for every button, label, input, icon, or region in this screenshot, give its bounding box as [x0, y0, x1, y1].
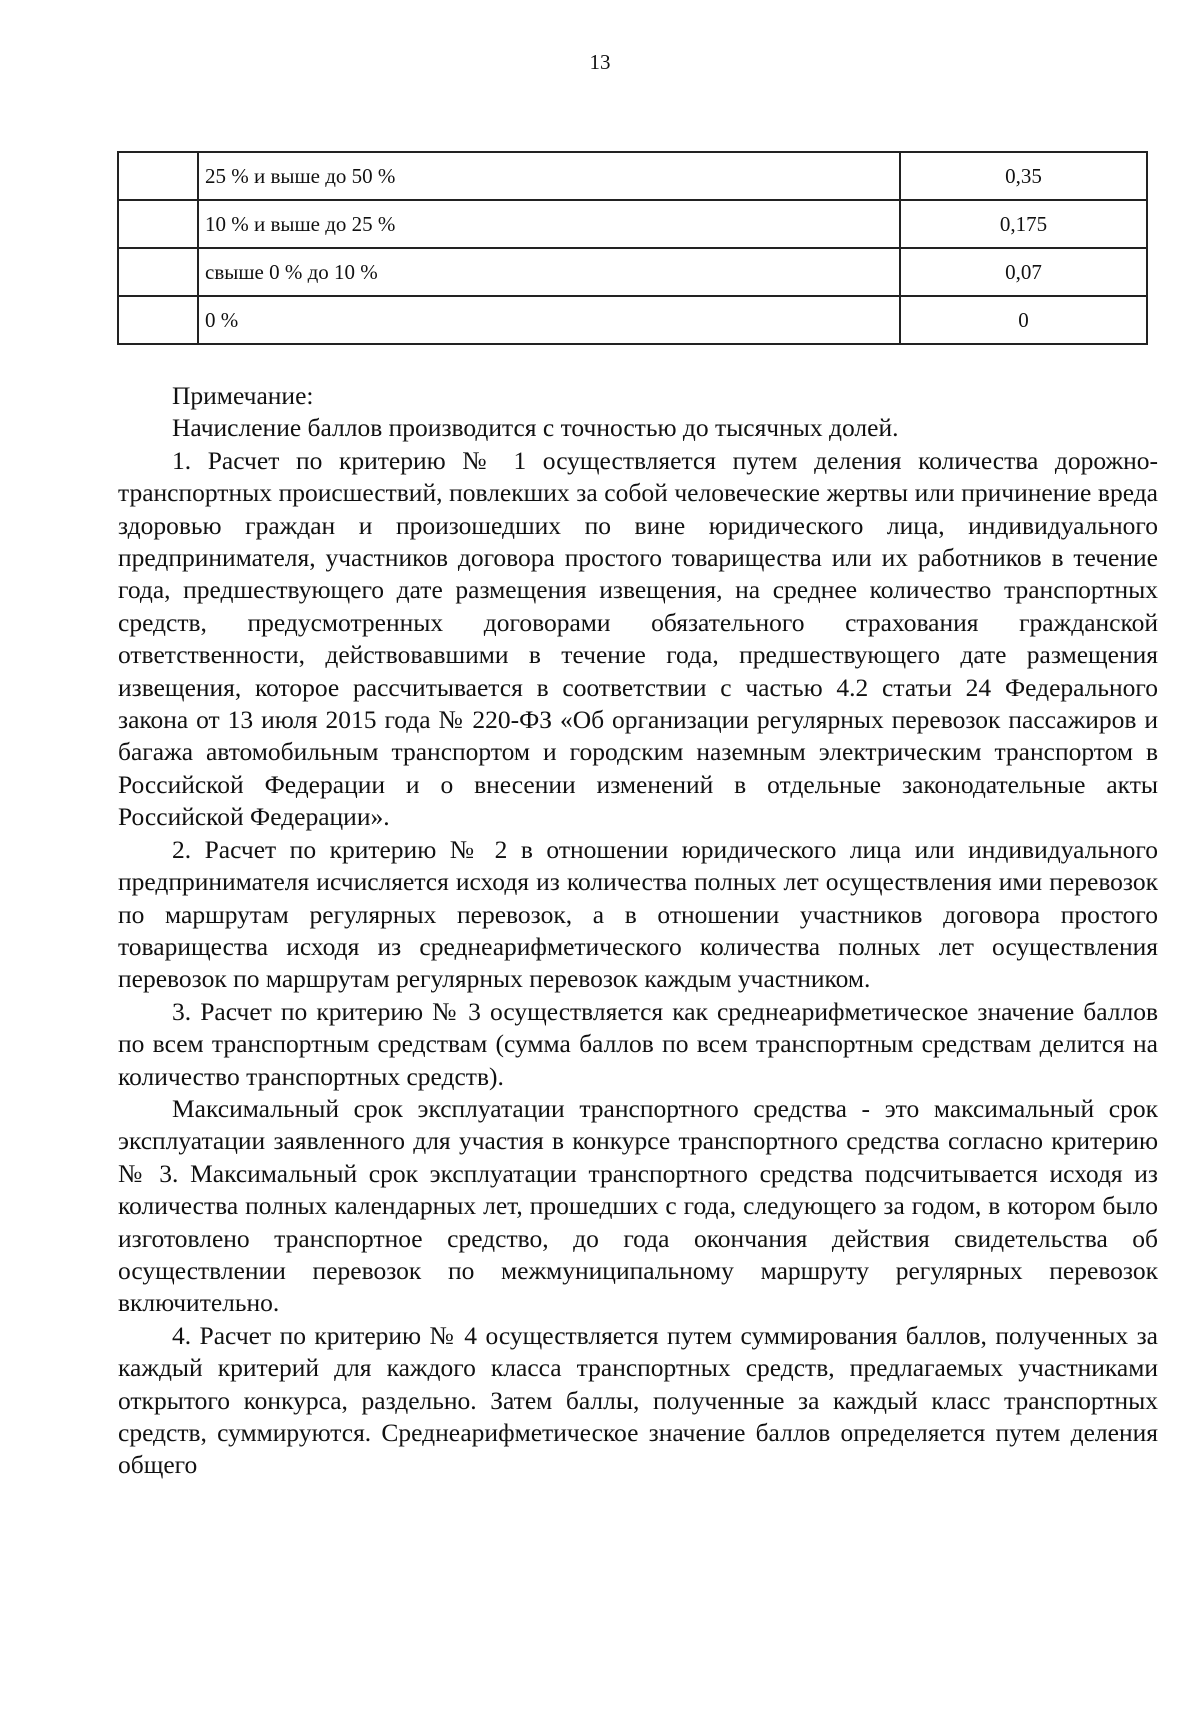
range-cell: 25 % и выше до 50 %	[198, 152, 900, 200]
range-cell: 10 % и выше до 25 %	[198, 200, 900, 248]
score-cell: 0,07	[900, 248, 1147, 296]
criterion-cell	[118, 296, 198, 344]
page-number: 13	[589, 50, 611, 74]
note-section	[118, 380, 1158, 1482]
criterion-cell	[118, 152, 198, 200]
note-item-2: 2. Расчет по критерию № 2 в отношении юридического лица или индивидуального предпринимателя исчисляется исходя из количества полных лет осуществления ими перевозок по маршрутам регулярных перевозок, а в отношении участников договора простого товарищества исходя из среднеарифметического количества полных лет осуществления перевозок по маршрутам регулярных перевозок каждым участником.	[118, 834, 1158, 994]
criterion-cell	[118, 200, 198, 248]
note-item-4: 4. Расчет по критерию № 4 осуществляется путем суммирования баллов, полученных за каждый критерий для каждого класса транспортных средств, предлагаемых участниками открытого конкурса, раздельно. Затем баллы, полученные за каждый класс транспортных средств, суммируются. Среднеарифметическое значение баллов определяется путем деления общего	[118, 1320, 1158, 1480]
note-item-3: 3. Расчет по критерию № 3 осуществляется как среднеарифметическое значение баллов по всем транспортным средствам (сумма баллов по всем транспортным средствам делится на количество транспортных средств).	[118, 996, 1158, 1091]
table-row	[118, 200, 1147, 248]
note-heading: Примечание:	[172, 381, 314, 410]
table-row	[118, 296, 1147, 344]
table-row	[118, 248, 1147, 296]
note-item-1: 1. Расчет по критерию № 1 осуществляется путем деления количества дорожно-транспортных происшествий, повлекших за собой человеческие жертвы или причинение вреда здоровью граждан и произошедших по вине юридического лица, индивидуального предпринимателя, участников договора простого товарищества или их работников в течение года, предшествующего дате размещения извещения, на среднее количество транспортных средств, предусмотренных договорами обязательного страхования гражданской ответственности, действовавшими в течение года, предшествующего дате размещения извещения, которое рассчитывается в соответствии с частью 4.2 статьи 24 Федерального закона от 13 июля 2015 года № 220-ФЗ «Об организации регулярных перевозок пассажиров и багажа автомобильным транспортом и городским наземным электрическим транспортом в Российской Федерации и о внесении изменений в отдельные законодательные акты Российской Федерации».	[118, 445, 1158, 832]
range-cell: 0 %	[198, 296, 900, 344]
score-cell: 0,35	[900, 152, 1147, 200]
note-precision: Начисление баллов производится с точностью до тысячных долей.	[172, 413, 899, 443]
note-item-3-extra: Максимальный срок эксплуатации транспортного средства - это максимальный срок эксплуатации заявленного для участия в конкурсе транспортного средства согласно критерию № 3. Максимальный срок эксплуатации транспортного средства подсчитывается исходя из количества полных календарных лет, прошедших с года, следующего за годом, в котором было изготовлено транспортное средство, до года окончания действия свидетельства об осуществлении перевозок по межмуниципальному маршруту регулярных перевозок включительно.	[118, 1093, 1158, 1318]
score-table	[117, 151, 1148, 345]
criterion-cell	[118, 248, 198, 296]
table-row	[118, 152, 1147, 200]
score-cell: 0	[900, 296, 1147, 344]
score-cell: 0,175	[900, 200, 1147, 248]
range-cell: свыше 0 % до 10 %	[198, 248, 900, 296]
